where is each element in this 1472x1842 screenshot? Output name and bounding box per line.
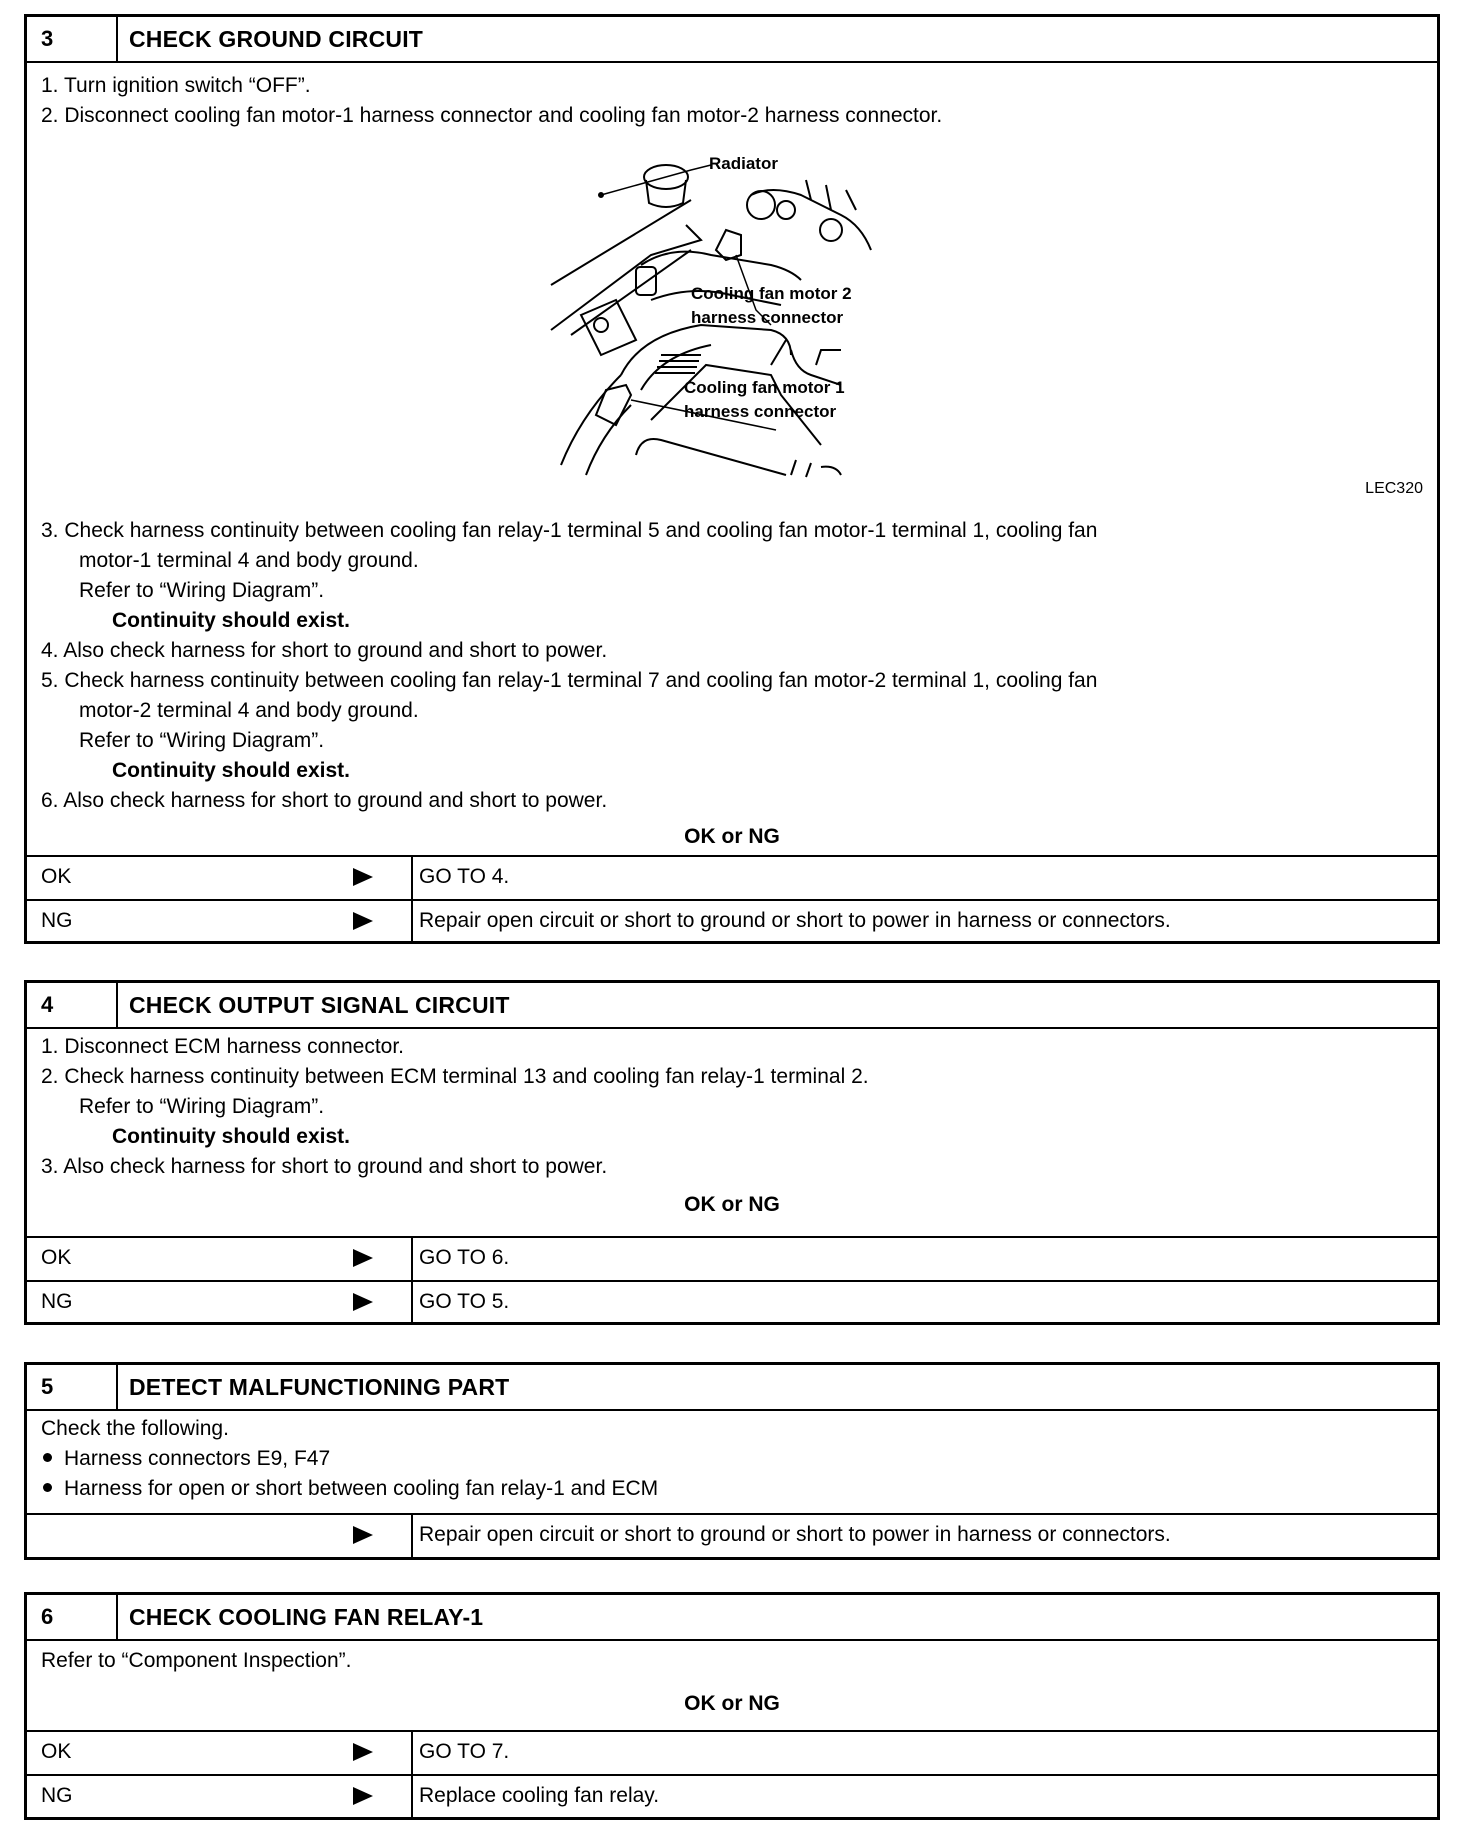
step-instruction: motor-2 terminal 4 and body ground. — [79, 699, 419, 722]
result-label: OK — [41, 865, 72, 888]
step-number: 4 — [27, 983, 118, 1027]
result-heading: OK or NG — [684, 825, 780, 848]
result-label: NG — [41, 909, 73, 932]
step-instruction: 3. Also check harness for short to ground and short to power. — [41, 1155, 608, 1178]
motor1-connector-label-line2: harness connector — [684, 402, 837, 421]
step-instruction: 3. Check harness continuity between cooling fan relay-1 terminal 5 and cooling fan motor-1 terminal 1, cooling fan — [41, 519, 1098, 542]
step-instruction: 2. Disconnect cooling fan motor-1 harness connector and cooling fan motor-2 harness connector. — [41, 104, 943, 127]
result-row-ng — [27, 899, 1437, 943]
arrow-right-icon — [353, 912, 373, 930]
step-instruction: 6. Also check harness for short to ground and short to power. — [41, 789, 608, 812]
step-instruction: 1. Turn ignition switch “OFF”. — [41, 74, 311, 97]
arrow-right-icon — [353, 1249, 373, 1267]
result-label: NG — [41, 1290, 73, 1313]
result-row-ok — [27, 855, 1437, 899]
step-header — [27, 983, 1437, 1029]
continuity-note: Continuity should exist. — [112, 1125, 351, 1148]
result-action: Replace cooling fan relay. — [411, 1776, 1437, 1818]
check-item-text: Harness connectors E9, F47 — [64, 1447, 331, 1470]
step-title: DETECT MALFUNCTIONING PART — [129, 1374, 510, 1400]
motor2-connector-label: Cooling fan motor 2 — [691, 284, 852, 303]
result-action: GO TO 7. — [411, 1732, 1437, 1774]
step-instruction: 5. Check harness continuity between cooling fan relay-1 terminal 7 and cooling fan motor-2 terminal 1, cooling fan — [41, 669, 1098, 692]
step-header — [27, 1595, 1437, 1641]
figure-code: LEC320 — [1365, 480, 1423, 497]
result-row — [27, 1513, 1437, 1557]
step-instruction: motor-1 terminal 4 and body ground. — [79, 549, 419, 572]
check-item — [43, 1475, 658, 1503]
step-number: 5 — [27, 1365, 118, 1409]
step-title: CHECK OUTPUT SIGNAL CIRCUIT — [129, 992, 510, 1018]
step-intro: Check the following. — [41, 1417, 229, 1440]
step-4-check-output-signal-circuit — [24, 980, 1440, 1325]
step-instruction: 2. Check harness continuity between ECM terminal 13 and cooling fan relay-1 terminal 2. — [41, 1065, 869, 1088]
result-heading: OK or NG — [684, 1193, 780, 1216]
result-row-ok — [27, 1236, 1437, 1280]
step-instruction: 1. Disconnect ECM harness connector. — [41, 1035, 405, 1058]
result-action: GO TO 4. — [411, 857, 1437, 899]
result-row-ng — [27, 1774, 1437, 1818]
step-title: CHECK COOLING FAN RELAY-1 — [129, 1604, 484, 1630]
wiring-diagram-reference: Refer to “Wiring Diagram”. — [79, 1095, 325, 1118]
arrow-right-icon — [353, 1526, 373, 1544]
step-6-check-cooling-fan-relay — [24, 1592, 1440, 1820]
result-row-ng — [27, 1280, 1437, 1324]
result-action: Repair open circuit or short to ground or short to power in harness or connectors. — [411, 901, 1437, 943]
result-action: GO TO 5. — [411, 1282, 1437, 1324]
step-5-detect-malfunctioning-part — [24, 1362, 1440, 1560]
step-number: 6 — [27, 1595, 118, 1639]
wiring-diagram-reference: Refer to “Wiring Diagram”. — [79, 579, 325, 602]
check-item-text: Harness for open or short between cooling fan relay-1 and ECM — [64, 1477, 659, 1500]
arrow-right-icon — [353, 868, 373, 886]
bullet-icon — [43, 1453, 52, 1462]
result-action: GO TO 6. — [411, 1238, 1437, 1280]
step-header — [27, 1365, 1437, 1411]
step-3-check-ground-circuit — [24, 14, 1440, 944]
result-label: OK — [41, 1246, 72, 1269]
motor1-connector-label: Cooling fan motor 1 — [684, 378, 845, 397]
radiator-label: Radiator — [709, 154, 778, 173]
result-row-ok — [27, 1730, 1437, 1774]
result-label: OK — [41, 1740, 72, 1763]
bullet-icon — [43, 1483, 52, 1492]
continuity-note: Continuity should exist. — [112, 609, 351, 632]
wiring-diagram-reference: Refer to “Wiring Diagram”. — [79, 729, 325, 752]
arrow-right-icon — [353, 1743, 373, 1761]
arrow-right-icon — [353, 1293, 373, 1311]
engine-bay-diagram — [541, 155, 1001, 485]
result-action: Repair open circuit or short to ground or short to power in harness or connectors. — [411, 1515, 1437, 1557]
component-inspection-reference: Refer to “Component Inspection”. — [41, 1649, 352, 1672]
step-number: 3 — [27, 17, 118, 61]
motor2-connector-label-line2: harness connector — [691, 308, 844, 327]
step-instruction: 4. Also check harness for short to ground and short to power. — [41, 639, 608, 662]
result-label: NG — [41, 1784, 73, 1807]
arrow-right-icon — [353, 1787, 373, 1805]
step-header — [27, 17, 1437, 63]
step-title: CHECK GROUND CIRCUIT — [129, 26, 424, 52]
continuity-note: Continuity should exist. — [112, 759, 351, 782]
check-item — [43, 1445, 330, 1473]
result-heading: OK or NG — [684, 1692, 780, 1715]
